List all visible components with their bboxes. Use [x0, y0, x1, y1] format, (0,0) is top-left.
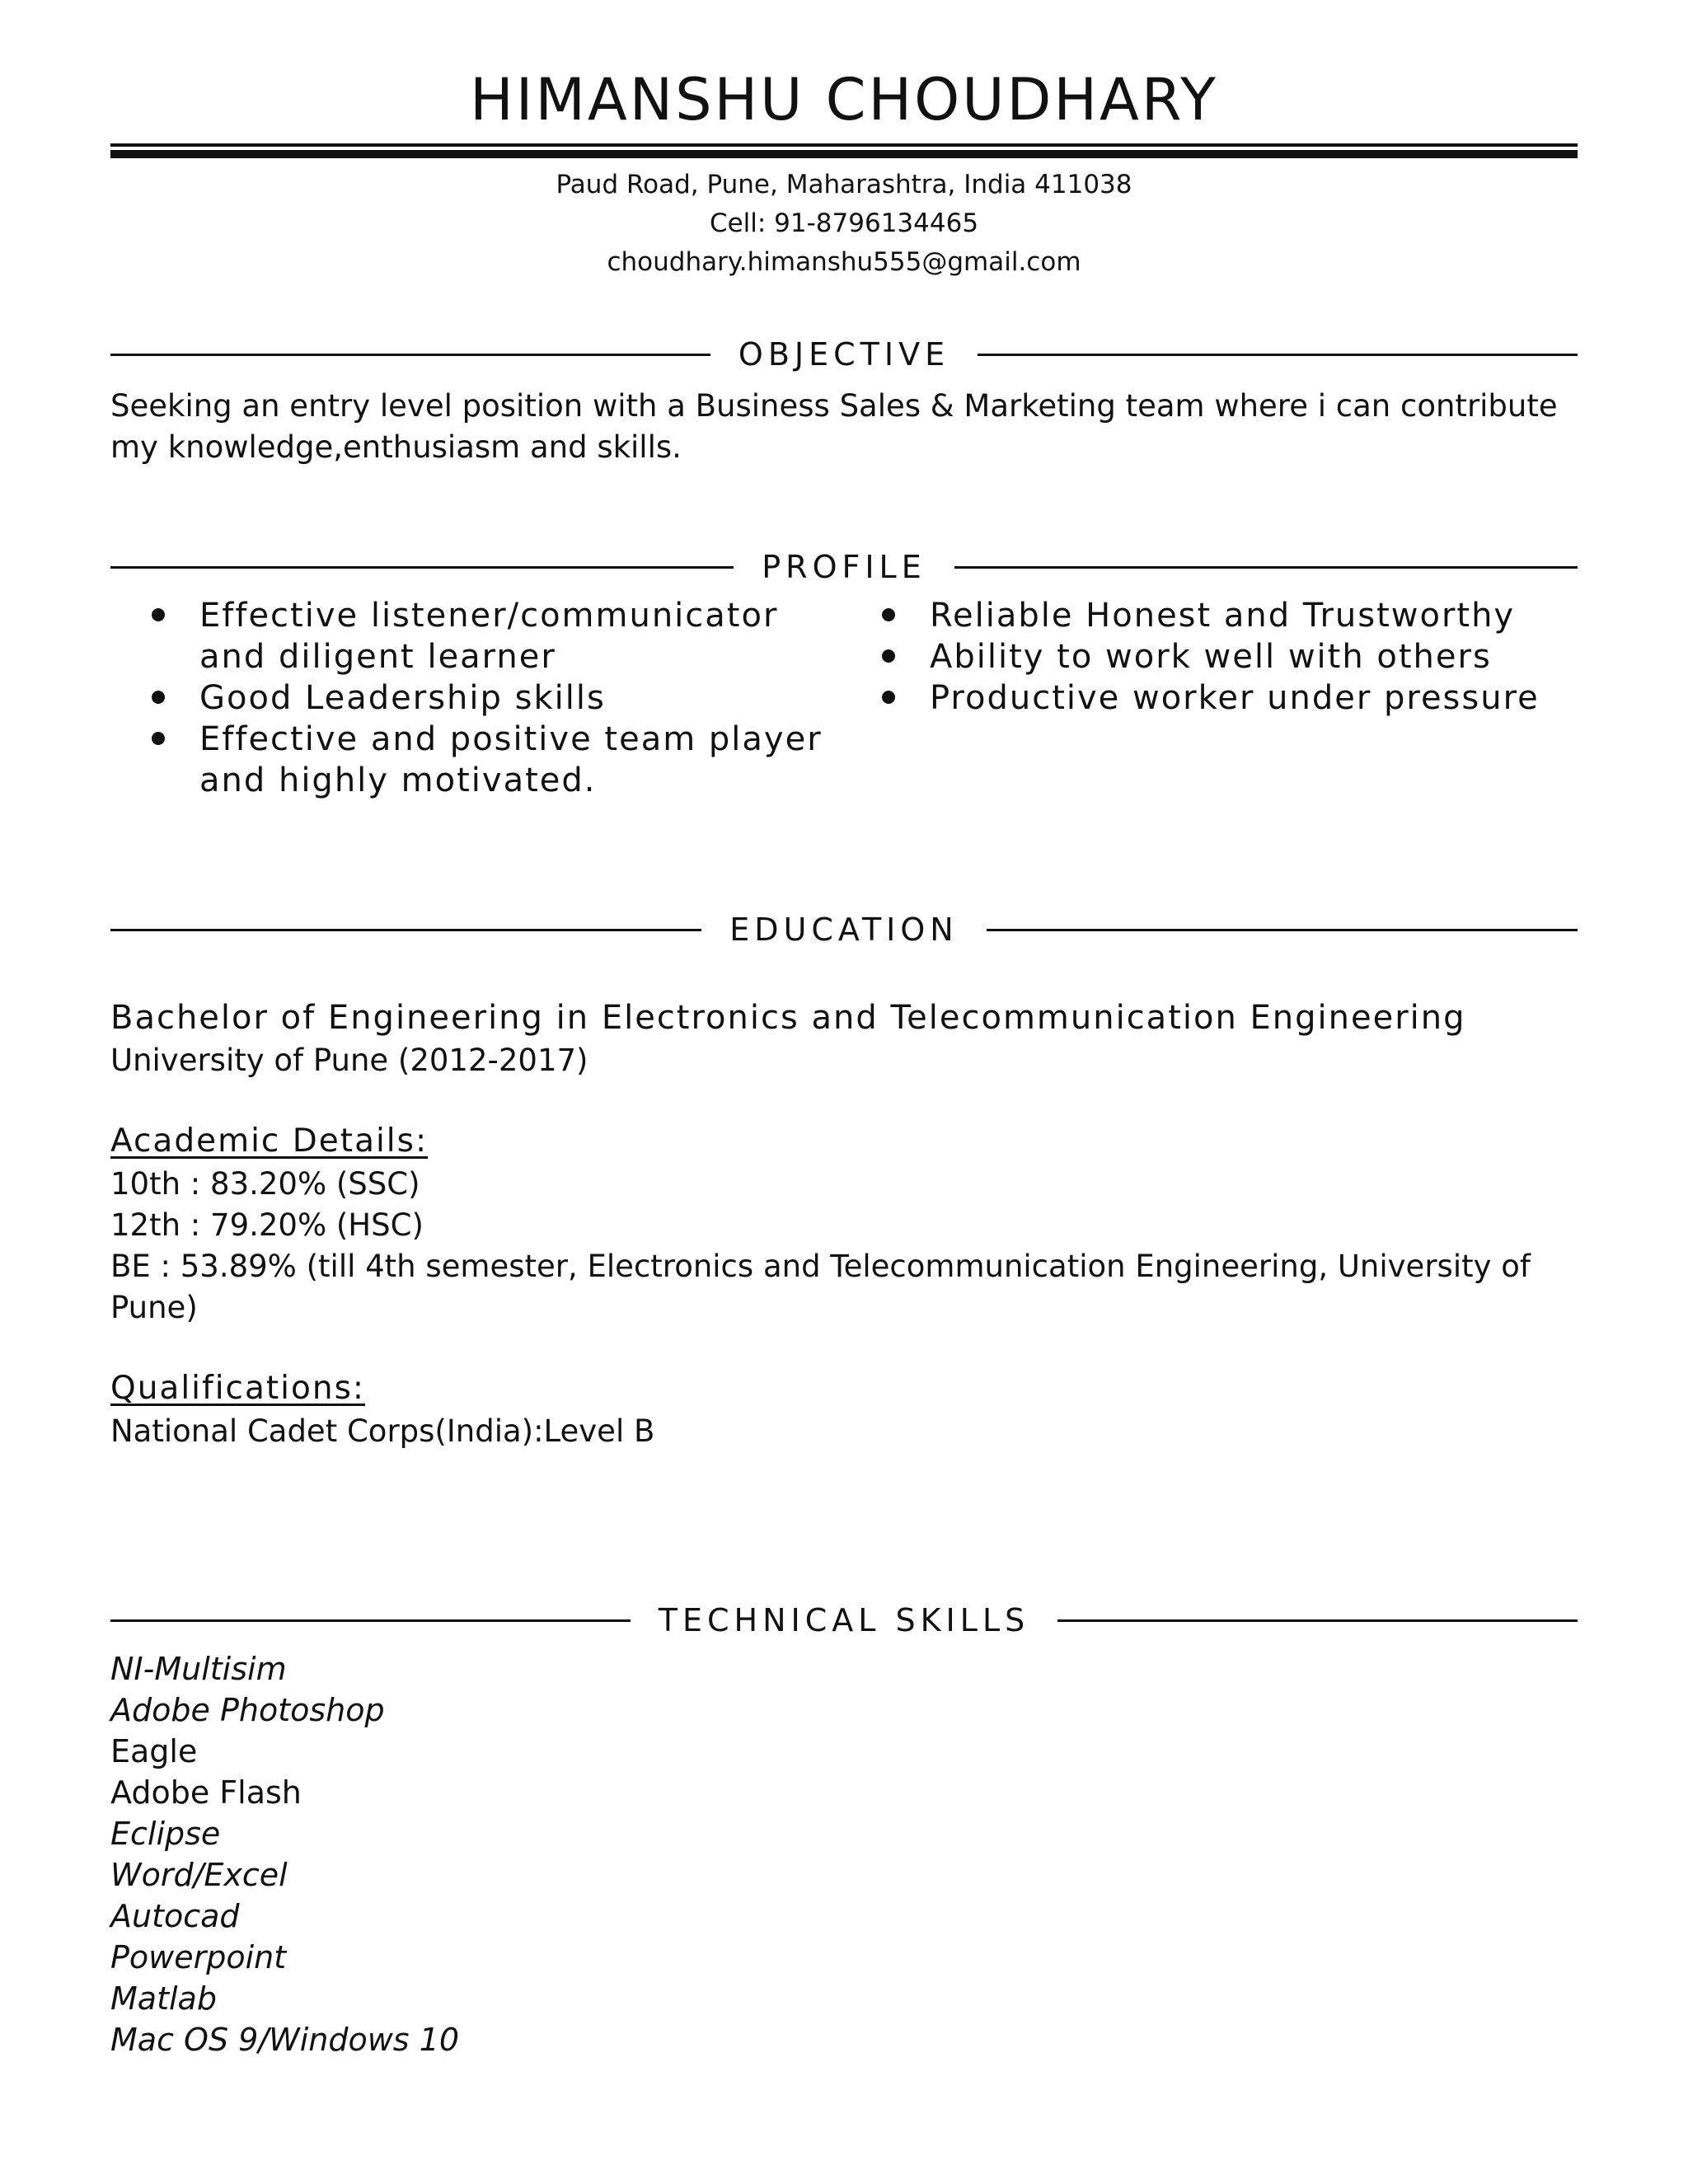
profile-item-text: Ability to work well with others [930, 638, 1492, 676]
section-title: TECHNICAL SKILLS [658, 1602, 1030, 1638]
profile-item [841, 677, 1582, 719]
profile-section-header [110, 542, 1578, 592]
qualification-item: National Cadet Corps(India):Level B [110, 1413, 655, 1449]
section-rule-left [110, 354, 710, 356]
section-title: EDUCATION [729, 912, 959, 948]
skill-item: Eagle [110, 1733, 198, 1769]
header-divider-thin [110, 143, 1578, 147]
bullet-icon [882, 608, 895, 621]
bullet-icon [152, 732, 165, 745]
academic-detail: 10th : 83.20% (SSC) [110, 1166, 420, 1202]
contact-cell: Cell: 91-8796134465 [709, 209, 979, 238]
objective-text-line-2: my knowledge,enthusiasm and skills. [110, 429, 682, 465]
section-rule-right [978, 354, 1578, 356]
section-title: OBJECTIVE [738, 336, 950, 373]
candidate-name: HIMANSHU CHOUDHARY [470, 66, 1218, 134]
profile-item-text: Effective listener/communicator and diligent learner [199, 597, 779, 676]
bullet-icon [882, 691, 895, 704]
academic-detail: 12th : 79.20% (HSC) [110, 1207, 424, 1243]
degree-title: Bachelor of Engineering in Electronics and Telecommunication Engineering [110, 999, 1466, 1037]
academic-details-heading: Academic Details: [110, 1122, 429, 1160]
skill-item: Adobe Photoshop [110, 1692, 385, 1728]
skills-section-header [110, 1596, 1578, 1645]
profile-list-right [841, 595, 1582, 719]
skill-item: Mac OS 9/Windows 10 [110, 2022, 460, 2058]
profile-item-text: Effective and positive team player and highly motivated. [199, 720, 823, 799]
header-divider-thick [110, 150, 1578, 158]
objective-section-header [110, 330, 1578, 379]
contact-email: choudhary.himanshu555@gmail.com [607, 247, 1081, 277]
profile-item-text: Productive worker under pressure [930, 679, 1540, 717]
skill-item: Matlab [110, 1980, 217, 2017]
contact-address: Paud Road, Pune, Maharashtra, India 411038 [556, 170, 1132, 199]
profile-item-text: Good Leadership skills [199, 679, 606, 717]
skill-item: Adobe Flash [110, 1774, 302, 1811]
skill-item: Powerpoint [110, 1939, 287, 1975]
skill-item: NI-Multisim [110, 1651, 287, 1687]
academic-detail: Pune) [110, 1290, 198, 1325]
skill-item: Eclipse [110, 1816, 221, 1852]
profile-item [110, 595, 852, 677]
section-rule-left [110, 566, 734, 569]
section-rule-left [110, 929, 701, 931]
section-rule-right [987, 929, 1578, 931]
profile-item [110, 719, 852, 801]
profile-item [110, 677, 852, 719]
profile-item [841, 636, 1582, 677]
profile-item-text: Reliable Honest and Trustworthy [930, 597, 1516, 635]
objective-text-line-1: Seeking an entry level position with a Business Sales & Marketing team where i can contribute [110, 388, 1558, 424]
skills-list [110, 1648, 459, 2060]
bullet-icon [882, 649, 895, 663]
qualifications-heading: Qualifications: [110, 1370, 366, 1407]
skill-item: Autocad [110, 1898, 240, 1934]
academic-detail: BE : 53.89% (till 4th semester, Electronics and Telecommunication Engineering, University of [110, 1249, 1531, 1284]
section-title: PROFILE [762, 549, 926, 585]
profile-item [841, 595, 1582, 636]
education-section-header [110, 905, 1578, 954]
bullet-icon [152, 691, 165, 704]
bullet-icon [152, 608, 165, 621]
university: University of Pune (2012-2017) [110, 1043, 588, 1078]
profile-list-left [110, 595, 852, 801]
section-rule-right [1057, 1619, 1578, 1622]
section-rule-left [110, 1619, 631, 1622]
skill-item: Word/Excel [110, 1857, 288, 1893]
section-rule-right [954, 566, 1578, 569]
